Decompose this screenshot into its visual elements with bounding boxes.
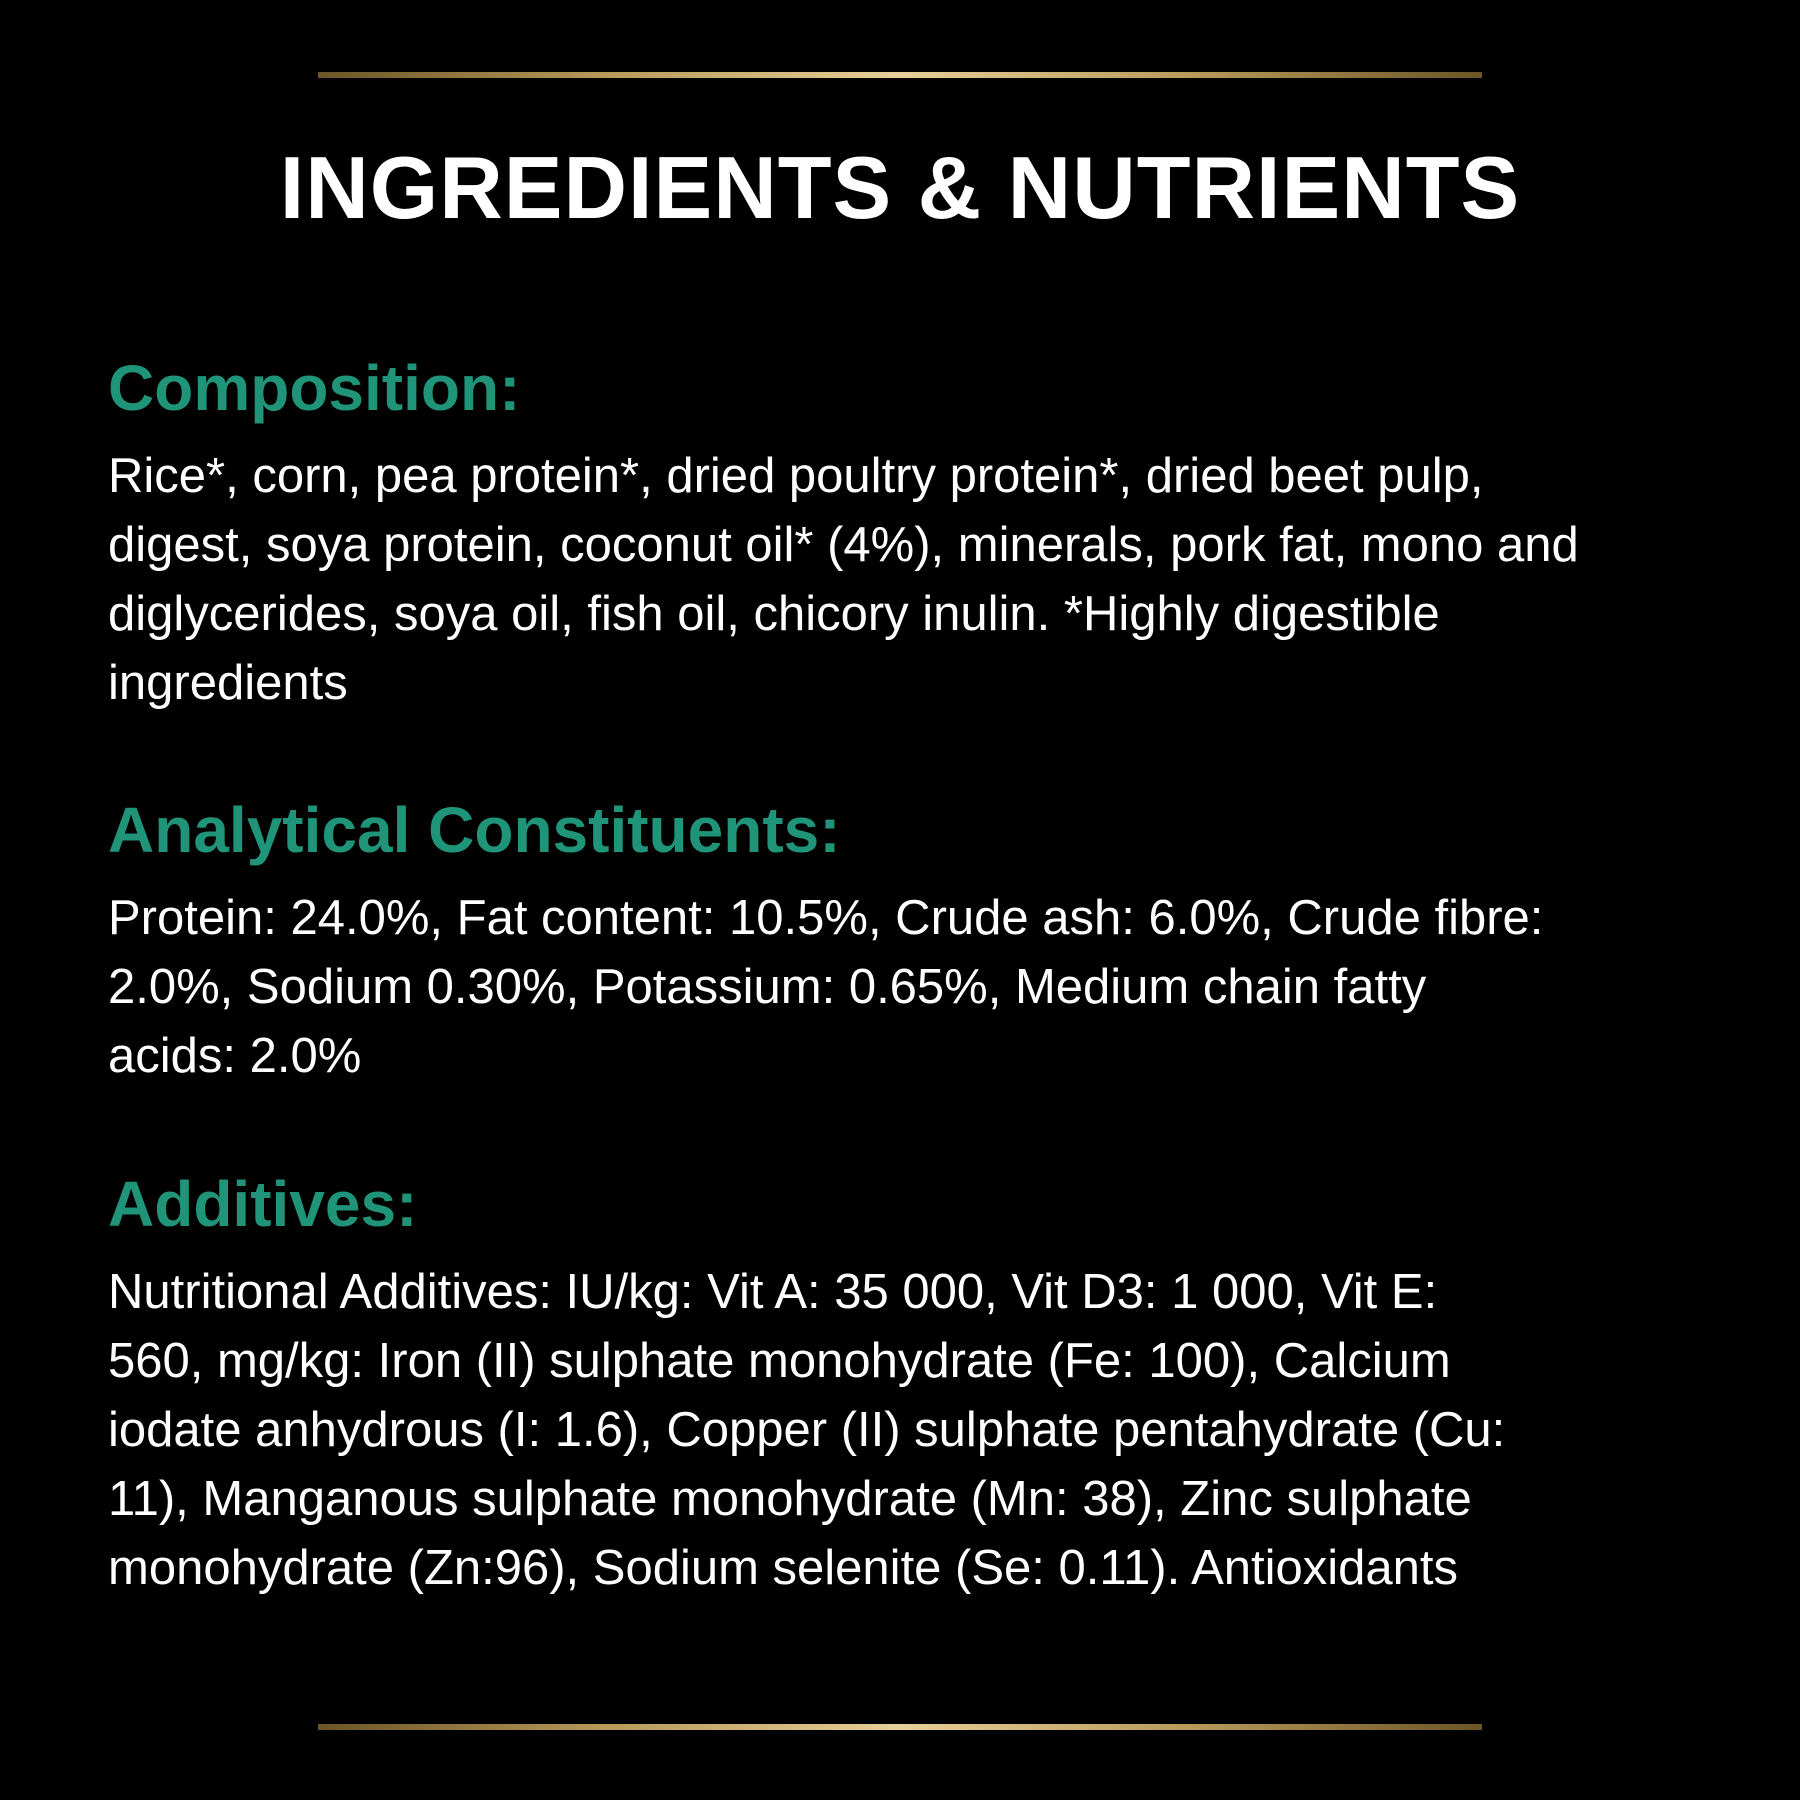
composition-text: Rice*, corn, pea protein*, dried poultry protein*, dried beet pulp, digest, soya protein, coconut oil* (4%), minerals, pork fat, mono and diglycerides, soya oil, fish oil, chicory inulin. *Highly digestible ingredients <box>108 448 1579 710</box>
analytical-constituents-section <box>108 794 1708 1091</box>
analytical-constituents-text: Protein: 24.0%, Fat content: 10.5%, Crude ash: 6.0%, Crude fibre: 2.0%, Sodium 0.30%, Potassium: 0.65%, Medium chain fatty acids: 2.0% <box>108 890 1544 1083</box>
top-gold-divider <box>318 72 1482 78</box>
additives-heading: Additives: <box>108 1168 418 1240</box>
composition-section <box>108 352 1708 718</box>
additives-section <box>108 1168 1708 1603</box>
analytical-constituents-heading: Analytical Constituents: <box>108 794 841 866</box>
additives-text: Nutritional Additives: IU/kg: Vit A: 35 000, Vit D3: 1 000, Vit E: 560, mg/kg: Iron (II) sulphate monohydrate (Fe: 100), Calcium iodate anhydrous (I: 1.6), Copper (II) sulphate pentahydrate (Cu: 11), Manganous sulphate monohydrate (Mn: 38), Zinc sulphate monohydrate (Zn:96), Sodium selenite (Se: 0.11). Antioxidants <box>108 1264 1506 1595</box>
bottom-gold-divider <box>318 1724 1482 1730</box>
page-title: INGREDIENTS & NUTRIENTS <box>279 138 1521 237</box>
composition-heading: Composition: <box>108 352 521 424</box>
